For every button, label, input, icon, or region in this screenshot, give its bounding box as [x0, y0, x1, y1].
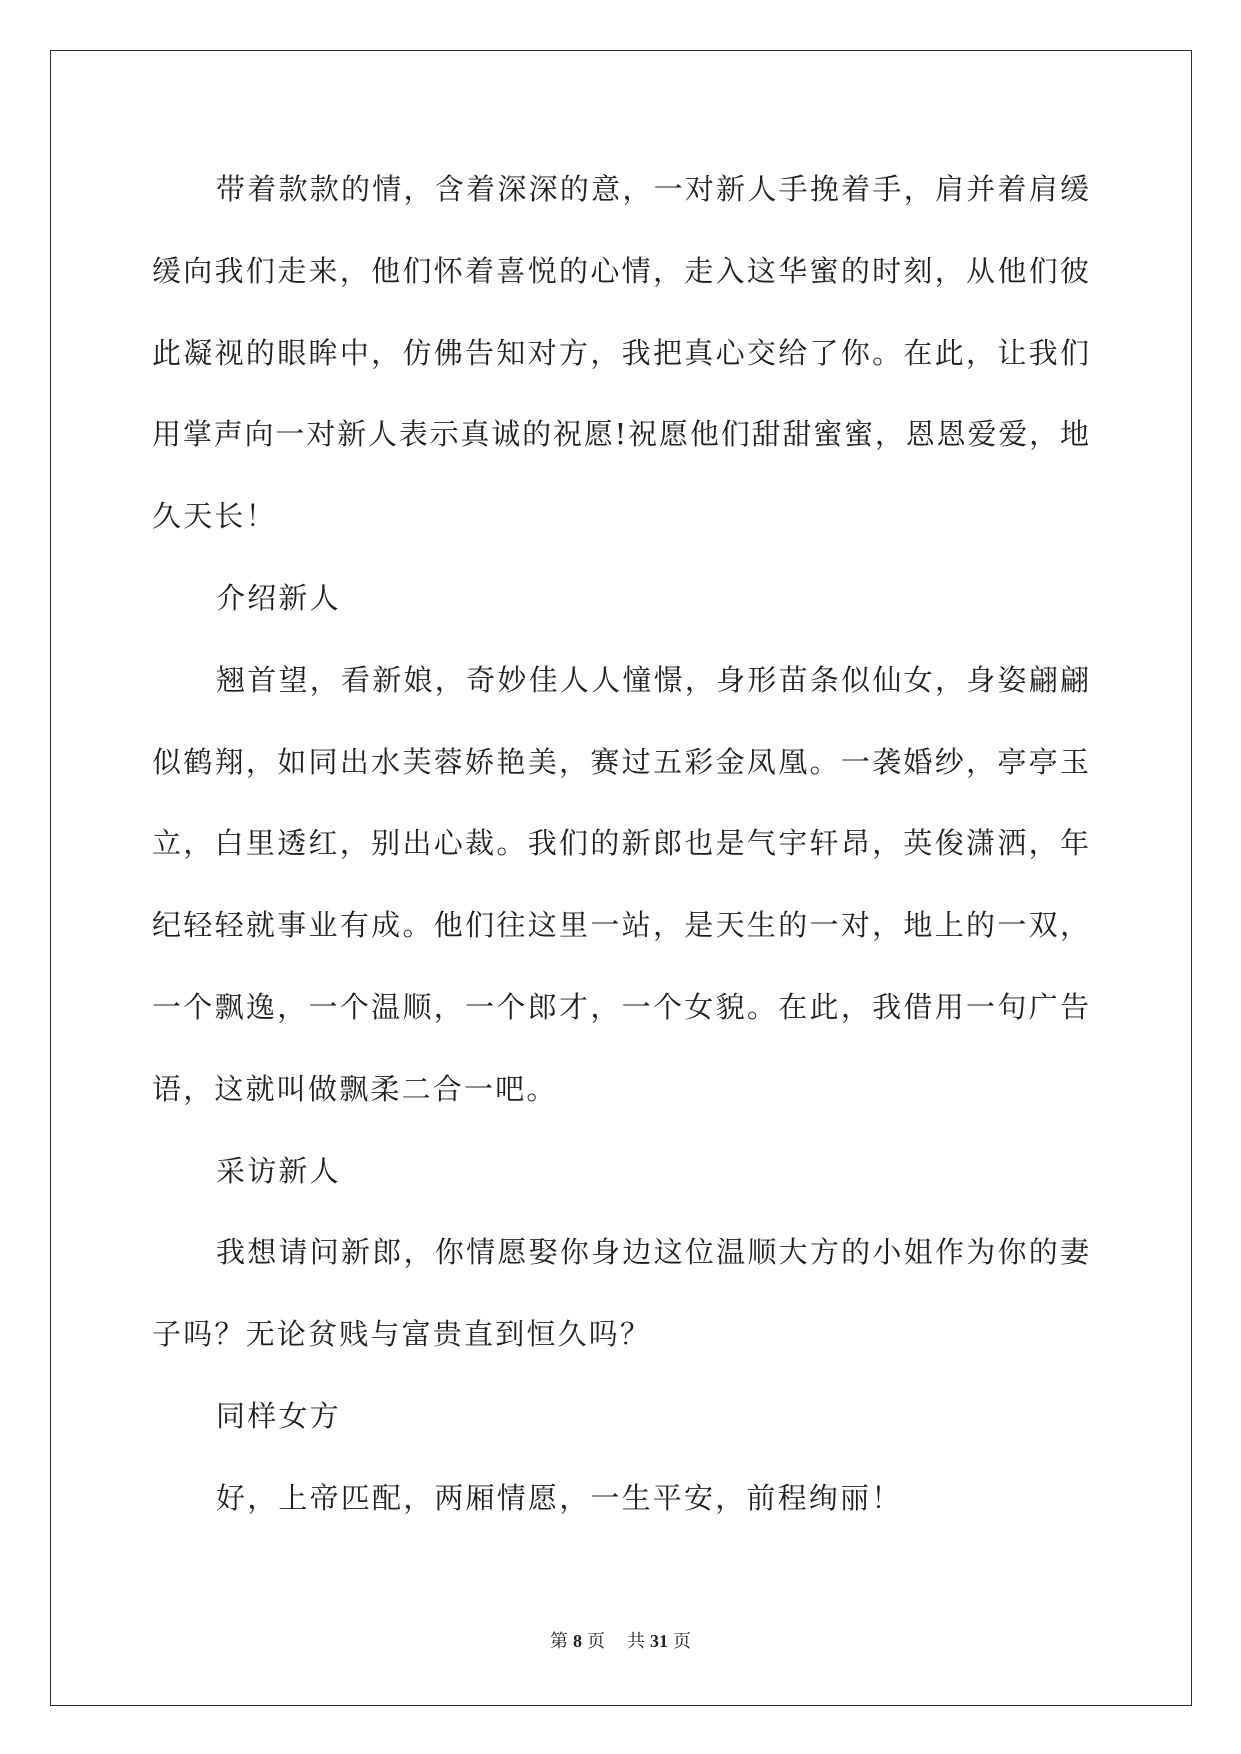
text-line: 缓向我们走来，他们怀着喜悦的心情，走入这华蜜的时刻，从他们彼 — [152, 253, 1089, 288]
total-prefix: 共 — [627, 1631, 645, 1652]
paragraph-closing: 好，上帝匹配，两厢情愿，一生平安，前程绚丽！ — [216, 1480, 903, 1515]
paragraph-interview — [152, 1212, 1089, 1376]
text-line: 带着款款的情，含着深深的意，一对新人手挽着手，肩并着肩缓 — [216, 172, 1089, 206]
text-line: 子吗？无论贫贱与富贵直到恒久吗？ — [152, 1317, 652, 1352]
total-pages: 31 — [650, 1631, 668, 1651]
text-line: 此凝视的眼眸中，仿佛告知对方，我把真心交给了你。在此，让我们 — [152, 335, 1089, 370]
page-prefix: 第 — [550, 1631, 568, 1652]
paragraph-introduce — [152, 640, 1089, 1131]
text-line: 一个飘逸，一个温顺，一个郎才，一个女貌。在此，我借用一句广告 — [152, 989, 1089, 1024]
text-line: 久天长！ — [152, 499, 277, 534]
text-line: 用掌声向一对新人表示真诚的祝愿!祝愿他们甜甜蜜蜜，恩恩爱爱，地 — [152, 417, 1089, 452]
total-pages-label — [627, 1631, 691, 1652]
text-line: 立，白里透红，别出心裁。我们的新郎也是气宇轩昂，英俊潇洒，年 — [152, 826, 1089, 861]
page-footer — [0, 1629, 1241, 1654]
paragraph-blessing — [152, 149, 1089, 558]
section-heading-introduce: 介绍新人 — [216, 580, 341, 615]
total-suffix: 页 — [673, 1631, 691, 1652]
text-line: 似鹤翔，如同出水芙蓉娇艳美，赛过五彩金凤凰。一袭婚纱，亭亭玉 — [152, 744, 1089, 779]
text-line: 语，这就叫做飘柔二合一吧。 — [152, 1071, 558, 1106]
page-number: 8 — [573, 1631, 582, 1651]
section-heading-interview: 采访新人 — [216, 1153, 341, 1188]
text-line: 我想请问新郎，你情愿娶你身边这位温顺大方的小姐作为你的妻 — [216, 1235, 1089, 1270]
document-body — [152, 149, 1089, 1540]
current-page-label — [550, 1631, 605, 1652]
page-suffix: 页 — [587, 1631, 605, 1652]
text-line: 翘首望，看新娘，奇妙佳人人憧憬，身形苗条似仙女，身姿翩翩 — [216, 662, 1089, 697]
section-heading-bride: 同样女方 — [216, 1398, 341, 1433]
text-line: 纪轻轻就事业有成。他们往这里一站，是天生的一对，地上的一双， — [152, 908, 1089, 943]
